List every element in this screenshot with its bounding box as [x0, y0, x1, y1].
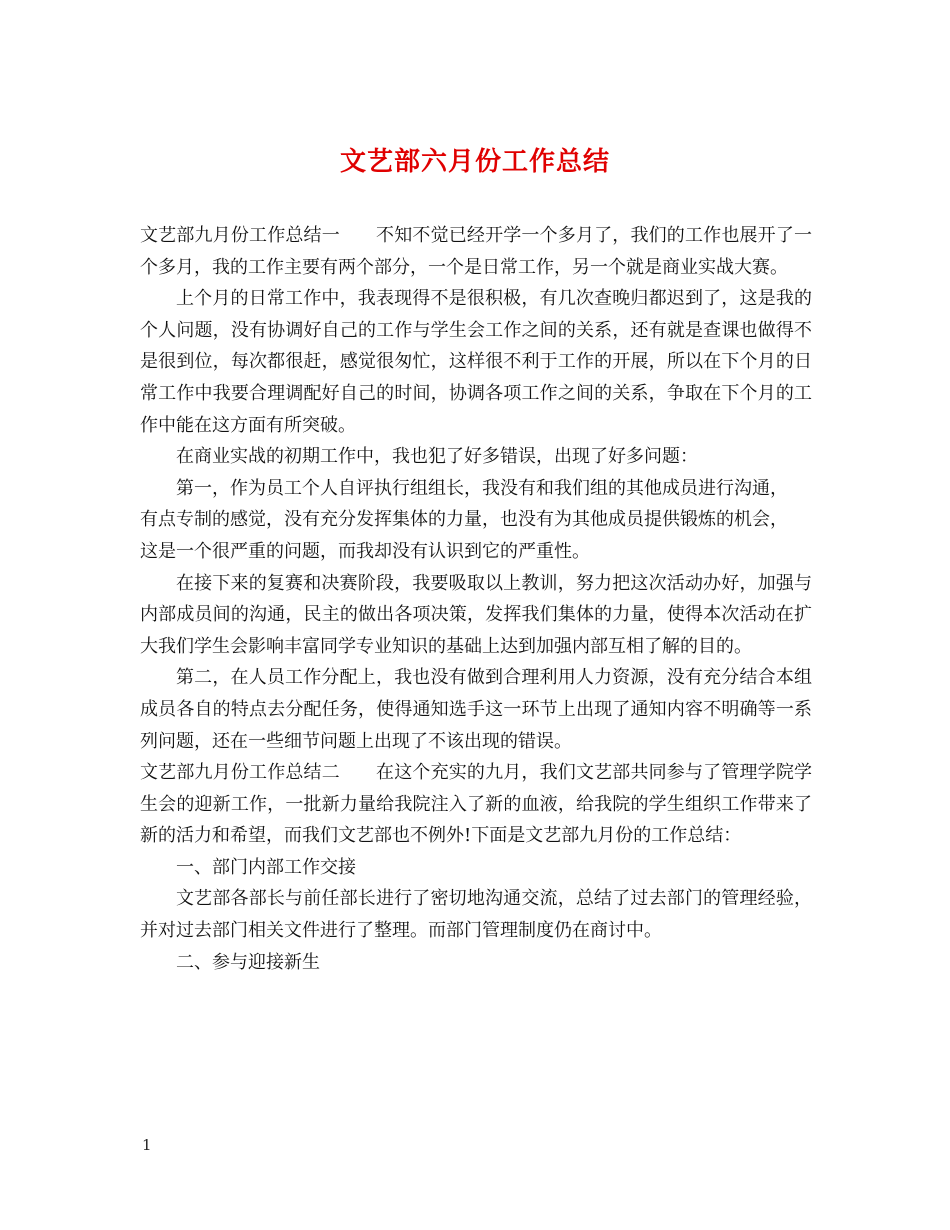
paragraph-text: 不知不觉已经开学一个多月了，我们的工作也展开了一个多月，我的工作主要有两个部分，一个是日常工作，另一个就是商业实战大赛。: [140, 225, 813, 278]
paragraph: 这是一个很严重的问题，而我却没有认识到它的严重性。: [140, 540, 590, 562]
paragraph: 文艺部各部长与前任部长进行了密切地沟通交流，总结了过去部门的管理经验，并对过去部门相关文件进行了整理。而部门管理制度仍在商讨中。: [140, 888, 812, 942]
section-heading-one: 文艺部九月份工作总结一: [140, 225, 340, 246]
section-heading-two: 文艺部九月份工作总结二: [140, 762, 340, 784]
paragraph: 上个月的日常工作中，我表现得不是很积极，有几次查晚归都迟到了，这是我的个人问题，没有协调好自己的工作与学生会工作之间的关系，还有就是查课也做得不是很到位，每次都很赶，感觉很匆忙，这样很不利于工作的开展，所以在下个月的日常工作中我要合理调配好自己的时间，协调各项工作之间的关系，争取在下个月的工作中能在这方面有所突破。: [140, 288, 812, 436]
page-number: 1: [142, 1136, 152, 1154]
paragraph-text: 在这个充实的九月，我们文艺部共同参与了管理学院学生会的迎新工作，一批新力量给我院注入了新的血液，给我院的学生组织工作带来了新的活力和希望，而我们文艺部也不例外!下面是文艺部九月份的工作总结：: [140, 762, 813, 847]
document-body: [140, 220, 812, 978]
subheading-handover: 一、部门内部工作交接: [176, 856, 356, 878]
paragraph-summary-two: [140, 757, 812, 852]
paragraph: 在商业实战的初期工作中，我也犯了好多错误，出现了好多问题：: [176, 446, 698, 468]
paragraph-summary-one: [140, 220, 812, 283]
paragraph: 第一，作为员工个人自评执行组组长，我没有和我们组的其他成员进行沟通，: [176, 477, 788, 499]
document-title: 文艺部六月份工作总结: [339, 147, 610, 177]
paragraph: 第二，在人员工作分配上，我也没有做到合理利用人力资源，没有充分结合本组成员各自的特点去分配任务，使得通知选手这一环节上出现了通知内容不明确等一系列问题，还在一些细节问题上出现了不该出现的错误。: [140, 667, 812, 752]
paragraph: 在接下来的复赛和决赛阶段，我要吸取以上教训，努力把这次活动办好，加强与内部成员间的沟通，民主的做出各项决策，发挥我们集体的力量，使得本次活动在扩大我们学生会影响丰富同学专业知识的基础上达到加强内部互相了解的目的。: [140, 572, 812, 657]
subheading-welcome-freshmen: 二、参与迎接新生: [176, 951, 320, 973]
paragraph: 有点专制的感觉，没有充分发挥集体的力量，也没有为其他成员提供锻炼的机会，: [140, 509, 788, 531]
